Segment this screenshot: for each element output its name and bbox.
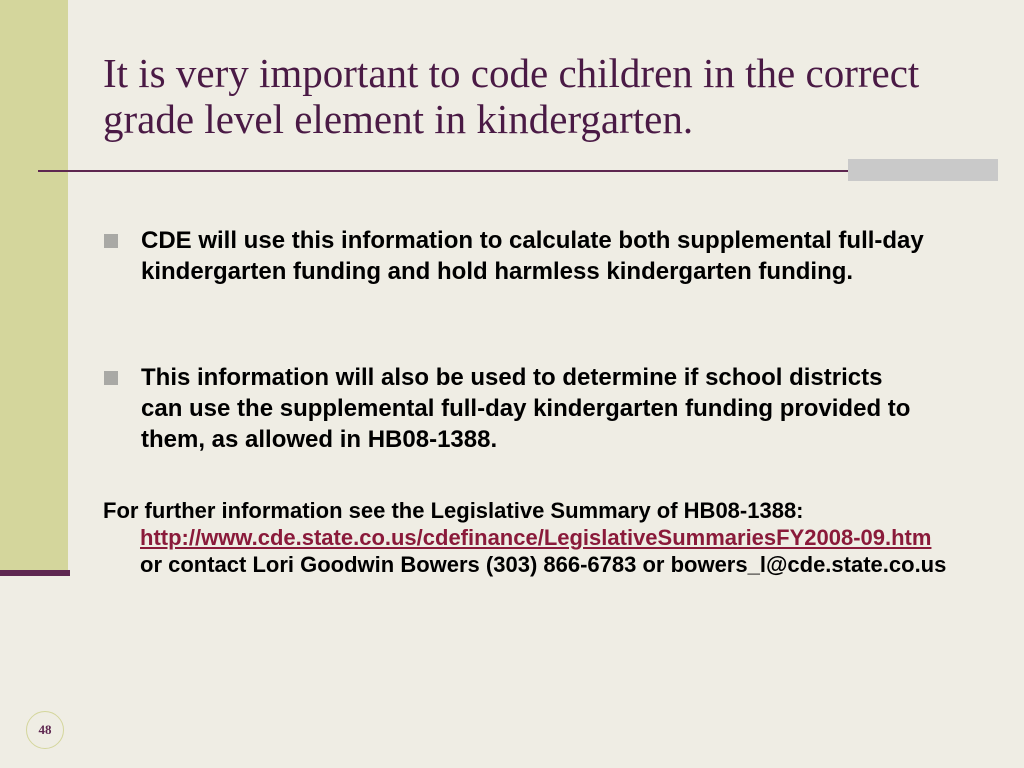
contact-text: or contact Lori Goodwin Bowers (303) 866-6783 or bowers_l@cde.state.co.us <box>140 552 947 577</box>
further-info-details <box>140 524 953 578</box>
page-number: 48 <box>26 711 64 749</box>
bullet-text: CDE will use this information to calculate both supplemental full-day kindergarten funding and hold harmless kindergarten funding. <box>141 227 924 285</box>
slide-title: It is very important to code children in the correct grade level element in kindergarten. <box>103 50 920 142</box>
further-info-lead: For further information see the Legislative Summary of HB08-1388: <box>103 498 804 523</box>
bullet-item <box>104 362 924 455</box>
square-bullet-icon <box>104 371 118 385</box>
bullet-item <box>104 225 924 287</box>
bullet-text: This information will also be used to determine if school districts can use the supplemental full-day kindergarten funding provided to them, as allowed in HB08-1388. <box>141 364 911 453</box>
legislative-summary-link[interactable]: http://www.cde.state.co.us/cdefinance/LegislativeSummariesFY2008-09.htm <box>140 525 932 550</box>
further-info <box>103 497 953 578</box>
square-bullet-icon <box>104 234 118 248</box>
